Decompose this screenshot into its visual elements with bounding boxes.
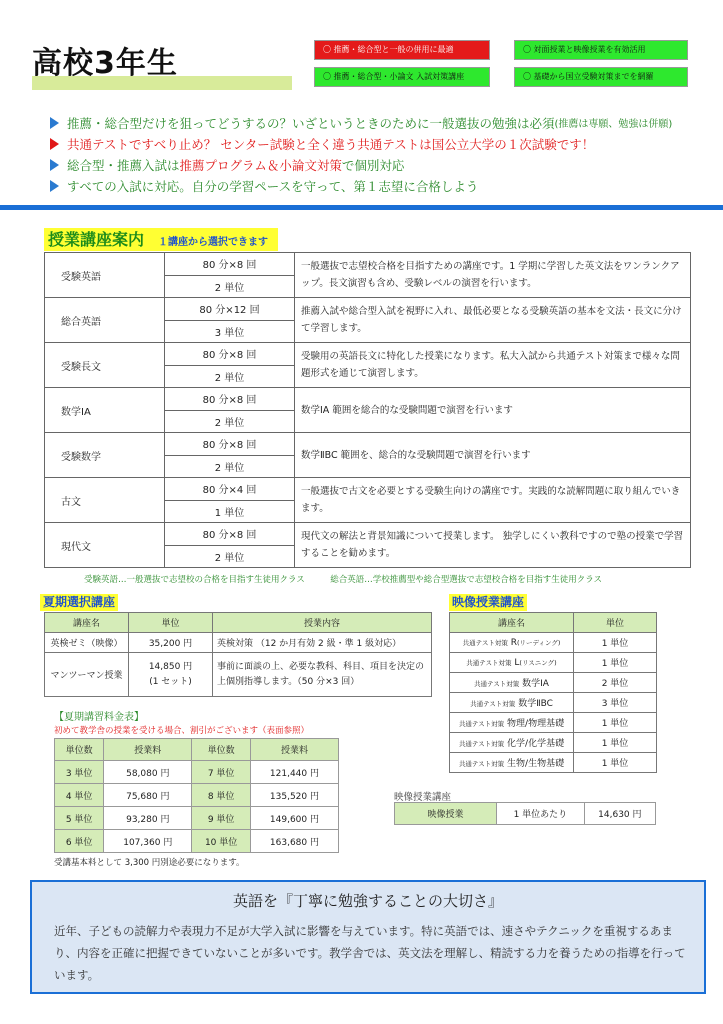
table-row — [450, 653, 657, 673]
video-header: 単位 — [574, 613, 657, 633]
summer-title: 夏期選択講座 — [40, 594, 118, 611]
feature-tag: 〇 推薦・総合型と一般の併用に最適 — [314, 40, 490, 60]
divider — [0, 205, 723, 210]
message-text: 近年、子どもの読解力や表現力不足が大学入試に影響を与えています。特に英語では、速さやテクニックを重視するあまり、内容を正確に把握できていないことが多いです。教学舎では、英文法を理解し、精読する力を養うための指導を行っています。 — [54, 924, 686, 982]
fee-units: 6 単位 — [55, 830, 104, 853]
fee-units: 3 単位 — [55, 761, 104, 784]
courses-table — [44, 252, 691, 568]
courses-footnote: 受験英語…一般選抜で志望校の合格を目指す生徒用クラス 総合英語…学校推薦型や総合型選抜で志望校合格を目指す生徒用クラス — [84, 575, 602, 585]
video-price-per: 1 単位あたり — [497, 803, 585, 825]
fee-footnote: 受講基本料として 3,300 円別途必要になります。 — [54, 858, 245, 868]
video-prefix: 共通テスト対策 — [466, 658, 512, 667]
video-prefix: 共通テスト対策 — [458, 720, 505, 728]
courses-subtitle: １講座から選択できます — [158, 237, 269, 248]
summer-price: 14,850 円 — [148, 661, 193, 672]
summer-header: 講座名 — [45, 613, 129, 633]
course-desc: 数学ⅡBC 範囲を、総合的な受験問題で演習を行います — [295, 433, 691, 478]
video-prefix: 共通テスト対策 — [458, 740, 505, 748]
bullet-item — [50, 133, 720, 154]
video-unit: 1 単位 — [574, 733, 657, 753]
table-row — [45, 388, 691, 411]
bullet-list — [50, 112, 720, 196]
course-name: 現代文 — [45, 523, 165, 568]
table-row — [45, 433, 691, 456]
video-unit: 2 単位 — [574, 673, 657, 693]
summer-price: 35,200 円 — [129, 633, 213, 653]
course-desc: 一般選抜で古文を必要とする受験生向けの講座です。実践的な読解問題に取り組んでいきます。 — [295, 478, 691, 523]
video-subject: 数学ⅡBC — [518, 699, 553, 709]
course-time: 80 分×8 回 — [165, 433, 295, 456]
course-units: 2 単位 — [165, 455, 295, 478]
summer-name: マンツーマン授業 — [45, 653, 129, 697]
course-desc: 現代文の解法と背景知識について授業します。 独学しにくい教科ですので塾の授業で学習することを勧めます。 — [295, 523, 691, 568]
video-unit: 1 単位 — [574, 713, 657, 733]
video-price-name: 映像授業 — [395, 803, 497, 825]
video-title: 映像授業講座 — [449, 594, 527, 611]
table-row — [55, 784, 339, 807]
summer-content: 事前に面談の上、必要な教科、科目、項目を決定の上個別指導します。（50 分×3 回） — [213, 653, 432, 697]
bullet-text: 推薦・総合型だけを狙ってどうするの？いざというときのために一般選抜の勉強は必須 — [67, 115, 555, 131]
feature-tag: 〇 対面授業と映像授業を有効活用 — [514, 40, 688, 60]
fee-price: 75,680 円 — [104, 784, 192, 807]
video-price-label: 映像授業講座 — [394, 792, 452, 803]
table-row — [55, 761, 339, 784]
fee-units: 10 単位 — [192, 830, 251, 853]
triangle-icon — [50, 180, 59, 192]
course-time: 80 分×8 回 — [165, 253, 295, 276]
table-row — [45, 523, 691, 546]
bullet-note: (推薦は専願、勉強は併願) — [554, 119, 673, 130]
course-name: 受験長文 — [45, 343, 165, 388]
fee-units: 8 単位 — [192, 784, 251, 807]
video-subject: R — [510, 637, 517, 648]
table-row — [45, 298, 691, 321]
bullet-highlight: 推薦プログラム＆小論文対策 — [179, 157, 342, 173]
video-subject: 数学ⅠA — [522, 679, 549, 689]
triangle-icon — [50, 138, 59, 150]
video-price-table — [394, 802, 656, 825]
triangle-icon — [50, 117, 59, 129]
course-name: 受験数学 — [45, 433, 165, 478]
fee-header: 単位数 — [192, 739, 251, 761]
course-units: 3 単位 — [165, 320, 295, 343]
message-title: 英語を『丁寧に勉強することの大切さ』 — [232, 892, 503, 910]
video-subject: 化学/化学基礎 — [507, 739, 565, 749]
fee-header: 授業料 — [104, 739, 192, 761]
video-suffix: (リーディング) — [516, 638, 561, 647]
bullet-text: すべての入試に対応。自分の学習ペースを守って、第１志望に合格しよう — [67, 178, 479, 194]
page-title: 高校3年生 — [32, 46, 178, 81]
course-time: 80 分×8 回 — [165, 343, 295, 366]
table-row — [450, 753, 657, 773]
table-row — [450, 673, 657, 693]
video-price-value: 14,630 円 — [584, 803, 655, 825]
fee-price: 93,280 円 — [104, 807, 192, 830]
course-desc: 数学ⅠA 範囲を総合的な受験問題で演習を行います — [295, 388, 691, 433]
table-row — [450, 693, 657, 713]
course-name: 数学ⅠA — [45, 388, 165, 433]
course-time: 80 分×8 回 — [165, 523, 295, 546]
fee-units: 7 単位 — [192, 761, 251, 784]
feature-tag: 〇 基礎から国立受験対策までを網羅 — [514, 67, 688, 87]
fee-units: 9 単位 — [192, 807, 251, 830]
fee-header: 授業料 — [250, 739, 338, 761]
courses-title: 授業講座案内 — [48, 230, 145, 249]
table-row — [45, 478, 691, 501]
video-prefix: 共通テスト対策 — [474, 680, 520, 688]
fee-label: 【夏期講習料金表】 — [54, 712, 144, 723]
courses-heading — [44, 228, 278, 251]
summer-name: 英検ゼミ（映像） — [45, 633, 129, 653]
bullet-item — [50, 175, 720, 196]
summer-content: 英検対策 （12 か月有効 2 級・準 1 級対応） — [213, 633, 432, 653]
course-desc: 推薦入試や総合型入試を視野に入れ、最低必要となる受験英語の基本を文法・長文に分けて学習します。 — [295, 298, 691, 343]
bullet-text: 共通テストですべり止め？ センター試験と全く違う共通テストは国公立大学の１次試験です！ — [67, 136, 595, 152]
video-table — [449, 612, 657, 773]
video-prefix: 共通テスト対策 — [470, 700, 516, 708]
fee-table — [54, 738, 339, 853]
bullet-item — [50, 154, 720, 175]
table-row — [450, 713, 657, 733]
table-row — [395, 803, 656, 825]
video-subject: L — [514, 657, 520, 668]
video-prefix: 共通テスト対策 — [462, 638, 508, 647]
course-units: 2 単位 — [165, 545, 295, 568]
fee-header: 単位数 — [55, 739, 104, 761]
course-units: 2 単位 — [165, 365, 295, 388]
message-box — [30, 880, 706, 994]
summer-header: 単位 — [129, 613, 213, 633]
video-suffix: (リスニング) — [519, 658, 557, 667]
bullet-text: 総合型・推薦入試は — [67, 157, 180, 173]
fee-price: 58,080 円 — [104, 761, 192, 784]
triangle-icon — [50, 159, 59, 171]
fee-price: 149,600 円 — [250, 807, 338, 830]
course-units: 2 単位 — [165, 410, 295, 433]
video-unit: 1 単位 — [574, 753, 657, 773]
course-time: 80 分×4 回 — [165, 478, 295, 501]
course-time: 80 分×8 回 — [165, 388, 295, 411]
table-row — [450, 733, 657, 753]
summer-header: 授業内容 — [213, 613, 432, 633]
fee-note: 初めて教学舎の授業を受ける場合、割引がございます（表面参照） — [54, 726, 310, 736]
course-units: 1 単位 — [165, 500, 295, 523]
course-desc: 一般選抜で志望校合格を目指すための講座です。1 学期に学習した英文法をワンランクアップ。長文演習も含め、受験レベルの演習を行います。 — [295, 253, 691, 298]
feature-tag: 〇 推薦・総合型・小論文 入試対策講座 — [314, 67, 490, 87]
video-prefix: 共通テスト対策 — [458, 760, 505, 768]
table-row — [45, 633, 432, 653]
summer-price-note: (1 セット) — [149, 676, 192, 687]
fee-price: 121,440 円 — [250, 761, 338, 784]
fee-price: 107,360 円 — [104, 830, 192, 853]
table-row — [55, 807, 339, 830]
fee-units: 4 単位 — [55, 784, 104, 807]
bullet-item — [50, 112, 720, 133]
video-unit: 1 単位 — [574, 633, 657, 653]
fee-units: 5 単位 — [55, 807, 104, 830]
table-row — [450, 633, 657, 653]
table-row — [45, 253, 691, 276]
summer-table — [44, 612, 432, 697]
video-unit: 1 単位 — [574, 653, 657, 673]
course-units: 2 単位 — [165, 275, 295, 298]
course-name: 古文 — [45, 478, 165, 523]
course-name: 総合英語 — [45, 298, 165, 343]
table-row — [45, 653, 432, 697]
fee-price: 135,520 円 — [250, 784, 338, 807]
course-name: 受験英語 — [45, 253, 165, 298]
table-row — [45, 343, 691, 366]
bullet-text: で個別対応 — [341, 157, 405, 173]
table-row — [55, 830, 339, 853]
video-unit: 3 単位 — [574, 693, 657, 713]
video-subject: 物理/物理基礎 — [507, 719, 565, 729]
fee-price: 163,680 円 — [250, 830, 338, 853]
video-subject: 生物/生物基礎 — [507, 759, 565, 769]
course-time: 80 分×12 回 — [165, 298, 295, 321]
course-desc: 受験用の英語長文に特化した授業になります。私大入試から共通テスト対策まで様々な問題形式を通じて演習します。 — [295, 343, 691, 388]
video-header: 講座名 — [450, 613, 574, 633]
